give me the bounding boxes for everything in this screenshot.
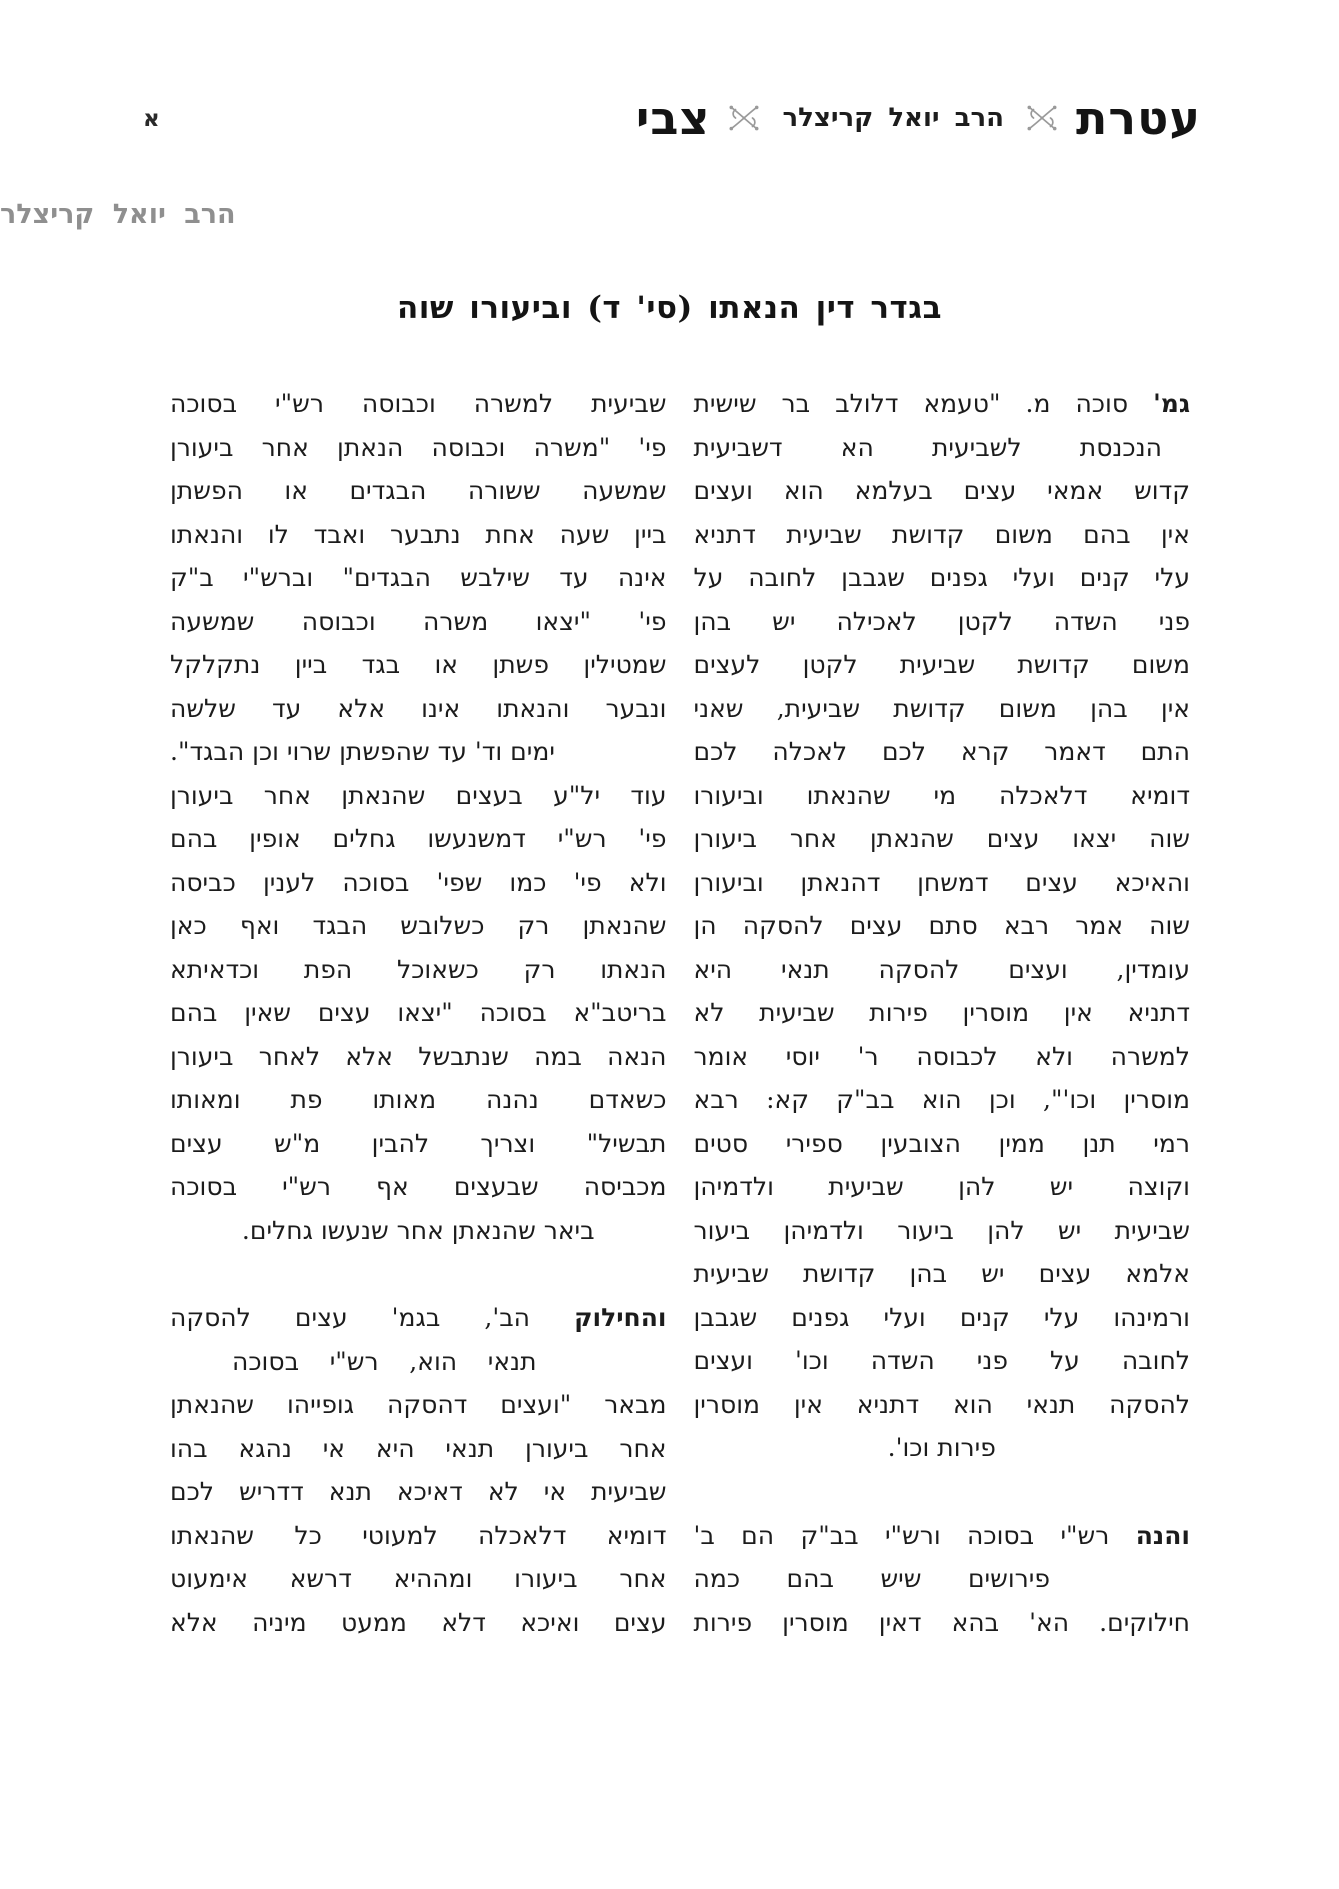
fleuron-icon	[726, 102, 762, 134]
text-line: פי' "משרה וכבוסה הנאתן אחר ביעורן	[170, 432, 667, 462]
text-line: למשרה ולא לכבוסה ר' יוסי אומר	[693, 1041, 1190, 1071]
text-line: תבשיל" וצריך להבין מ"ש עצים	[170, 1128, 667, 1158]
text-line: דתניא אין מוסרין פירות שביעית לא	[693, 998, 1190, 1027]
text-line: הנאה במה שנתבשל אלא לאחר ביעורן	[170, 1041, 667, 1071]
text-line: לחובה על פני השדה וכו' ועצים	[693, 1346, 1190, 1375]
bold-lead-word: גמ'	[1153, 389, 1190, 418]
text-line: והחילוק הב', בגמ' עצים להסקה	[170, 1303, 667, 1332]
masthead-title-right: עטרת	[1076, 91, 1201, 145]
text-line: שמשעה ששורה הבגדים או הפשתן	[170, 476, 667, 505]
text-line: עצים ואיכא דלא ממעט מיניה אלא	[170, 1607, 667, 1637]
text-line: דומיא דלאכלה למעוטי כל שהנאתו	[170, 1520, 667, 1550]
article-title: בגדר דין הנאתו (סי' ד) וביעורו שוה	[396, 290, 943, 326]
text-line: שמטילין פשתן או בגד ביין נתקלקל	[170, 650, 667, 679]
body-columns	[0, 382, 1339, 1644]
text-line: ביין שעה אחת נתבער ואבד לו והנאתו	[170, 519, 667, 549]
text-line: גמ' סוכה מ. "טעמא דלולב בר שישית	[693, 389, 1190, 418]
masthead	[0, 0, 1339, 144]
text-line: אלמא עצים יש בהן קדושת שביעית	[693, 1259, 1190, 1288]
text-line: ימים וד' עד שהפשתן שרוי וכן הבגד".	[170, 737, 555, 766]
page-number: א	[143, 104, 160, 132]
text-line: אחר ביעורו ומההיא דרשא אימעוט	[170, 1564, 667, 1593]
text-line: עוד יל"ע בעצים שהנאתן אחר ביעורן	[170, 780, 667, 810]
byline-author: הרב יואל קריצלר	[0, 199, 236, 230]
text-line: שוה אמר רבא סתם עצים להסקה הן	[693, 911, 1190, 940]
paragraph	[170, 382, 667, 1252]
fleuron-icon	[1024, 102, 1060, 134]
text-line: פי' "יצאו משרה וכבוסה שמשעה	[170, 606, 667, 636]
text-line: מבאר "ועצים דהסקה גופייהו שהנאתן	[170, 1390, 667, 1419]
masthead-author-name: הרב יואל קריצלר	[782, 103, 1004, 133]
text-line: והאיכא עצים דמשחן דהנאתן וביעורן	[693, 867, 1190, 897]
text-line: פי' רש"י דמשנעשו גחלים אופין בהם	[170, 824, 667, 853]
text-line: הנאתו רק כשאוכל הפת וכדאיתא	[170, 954, 667, 984]
text-line: דומיא דלאכלה מי שהנאתו וביעורו	[693, 780, 1190, 810]
text-line: אין בהן משום קדושת שביעית, שאני	[693, 693, 1190, 723]
text-line: משום קדושת שביעית לקטן לעצים	[693, 650, 1190, 679]
text-line: להסקה תנאי הוא דתניא אין מוסרין	[693, 1389, 1190, 1419]
text-line: שביעית יש להן ביעור ולדמיהן ביעור	[693, 1215, 1190, 1245]
text-line: עלי קנים ועלי גפנים שגבבן לחובה על	[693, 563, 1190, 592]
text-line: מוסרין וכו'", וכן הוא בב"ק קא: רבא	[693, 1085, 1190, 1114]
text-line: ביאר שהנאתן אחר שנעשו גחלים.	[241, 1215, 595, 1245]
text-line: התם דאמר קרא לכם לאכלה לכם	[693, 737, 1190, 766]
text-line: ורמינהו עלי קנים ועלי גפנים שגבבן	[693, 1302, 1190, 1332]
paragraph	[694, 382, 1191, 1470]
text-line: פני השדה לקטן לאכילה יש בהן	[693, 606, 1190, 636]
text-line: תנאי הוא, רש"י בסוכה	[232, 1346, 537, 1376]
paragraph	[170, 1296, 667, 1644]
text-line: ונבער והנאתו אינו אלא עד שלשה	[170, 693, 667, 723]
text-line: ולא פי' כמו שפי' בסוכה לענין כביסה	[170, 867, 667, 897]
masthead-title-left: צבי	[635, 91, 711, 145]
text-line: שביעית אי לא דאיכא תנא דדריש לכם	[170, 1477, 667, 1506]
text-line: שביעית למשרה וכבוסה רש"י בסוכה	[170, 389, 667, 418]
text-line: הנכנסת לשביעית הא דשביעית	[693, 432, 1162, 462]
text-line: שוה יצאו עצים שהנאתן אחר ביעורן	[693, 824, 1190, 853]
bold-lead-word: והנה	[1135, 1520, 1190, 1550]
text-line: שהנאתן רק כשלובש הבגד ואף כאן	[170, 911, 667, 940]
text-line: והנה רש"י בסוכה ורש"י בב"ק הם ב'	[693, 1520, 1190, 1550]
text-line: פירות וכו'.	[887, 1433, 996, 1462]
masthead-row	[143, 92, 1201, 144]
text-line: בריטב"א בסוכה "יצאו עצים שאין בהם	[170, 998, 667, 1027]
text-line: רמי תנן ממין הצובעין ספירי סטים	[693, 1128, 1190, 1158]
text-line: קדוש אמאי עצים בעלמא הוא ועצים	[693, 476, 1190, 505]
text-line: כשאדם נהנה מאותו פת ומאותו	[170, 1085, 667, 1114]
text-line: חילוקים. הא' בהא דאין מוסרין פירות	[693, 1607, 1190, 1637]
text-line: אינה עד שילבש הבגדים" וברש"י ב"ק	[170, 563, 667, 592]
column-left	[170, 382, 667, 1644]
column-right	[694, 382, 1191, 1644]
text-line: מכביסה שבעצים אף רש"י בסוכה	[170, 1172, 667, 1201]
paragraph	[694, 1514, 1191, 1645]
text-line: וקוצה יש להן שביעית ולדמיהן	[693, 1172, 1190, 1201]
text-line: אחר ביעורן תנאי היא אי נהגא בהו	[170, 1433, 667, 1463]
bold-lead-word: והחילוק	[574, 1303, 667, 1332]
text-line: פירושים שיש בהם כמה	[693, 1564, 1050, 1593]
text-line: אין בהם משום קדושת שביעית דתניא	[693, 519, 1190, 549]
text-line: עומדין, ועצים להסקה תנאי היא	[693, 954, 1190, 984]
